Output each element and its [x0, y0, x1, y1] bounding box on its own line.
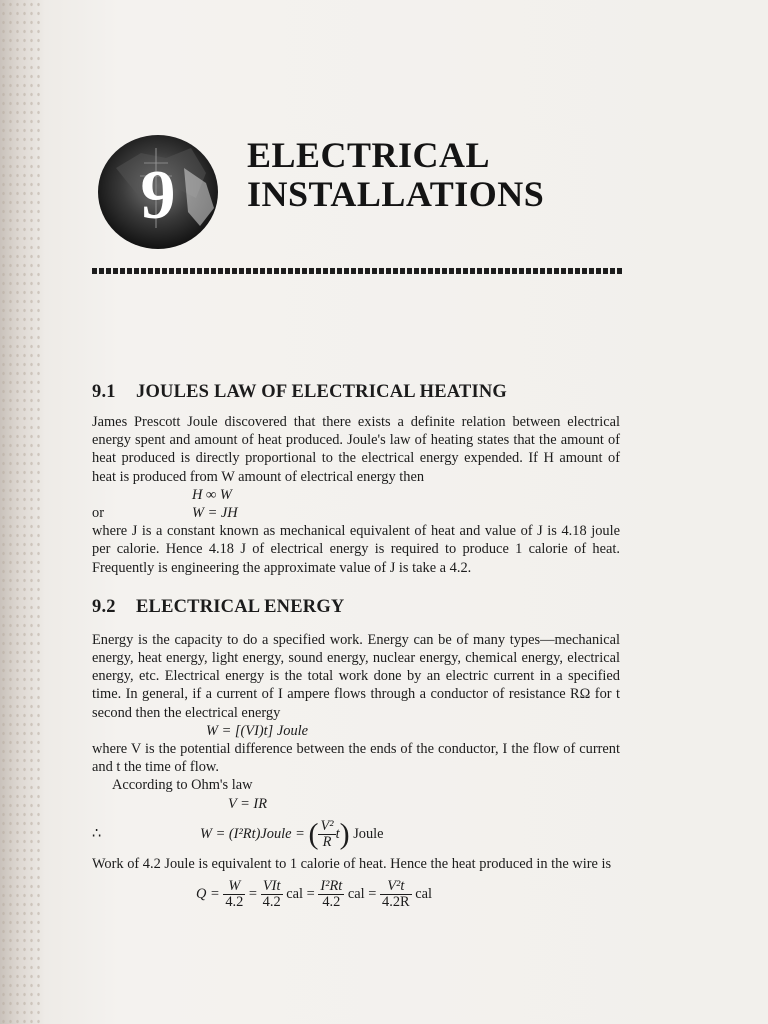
chapter-title-line2: INSTALLATIONS — [247, 174, 545, 214]
paragraph-joules-law: James Prescott Joule discovered that there exists a definite relation between electrical energy spent and amount of heat produced. Joule's law of heating states that the amount of heat produced is directly proportional to the electrical energy expended. If H amount of heat is produced from W amount of electrical energy then — [92, 414, 620, 485]
chapter-title-line1: ELECTRICAL — [247, 135, 491, 175]
equation-label: or — [92, 505, 104, 522]
section-number: 9.2 — [92, 596, 116, 617]
unit-joule: Joule — [353, 825, 384, 842]
paragraph-mechanical-equivalent: where J is a constant known as mechanical equivalent of heat and value of J is 4.18 joule per calorie. Hence 4.18 J of electrical energy is required to produce 1 calorie of heat. Frequently is engineering the approximate value of J is take a 4.2. — [92, 523, 620, 576]
dashed-divider — [92, 268, 622, 274]
section-title: JOULES LAW OF ELECTRICAL HEATING — [136, 382, 508, 402]
equation-proportional — [92, 486, 620, 504]
equation-energy-expanded: ∴ W = (I²Rt)Joule = ( $\frac{\text{V²}}{R}$ t) Joule — [92, 813, 620, 855]
section-title: ELECTRICAL ENERGY — [136, 596, 345, 617]
equation-ohms-law — [92, 795, 620, 813]
section-heading-9-2 — [92, 595, 620, 619]
chapter-title — [247, 136, 544, 214]
fraction: $\frac{W}{4.2}$ — [225, 878, 244, 911]
equation-text: W = [(VI)t] Joule — [206, 722, 309, 739]
right-paren: ) — [339, 817, 350, 851]
equation-energy — [92, 722, 620, 740]
section-number: 9.1 — [92, 382, 116, 402]
therefore-symbol: ∴ — [92, 825, 102, 842]
equation-text: V = IR — [228, 795, 268, 812]
equation-label: Q = — [196, 885, 220, 902]
fraction: $\frac{\text{VIt}}{4.2}$ — [262, 878, 281, 911]
paragraph-electrical-energy: Energy is the capacity to do a specified work. Energy can be of many types—mechanical energy, heat energy, light energy, sound energy, nuclear energy, chemical energy, electrical energy, etc. Electrical energy is the total work done by an electric current in a specified time. In general, if a current of I ampere flows through a conductor of resistance RΩ for t second then the electrical energy — [92, 631, 620, 721]
equation-heat: Q = $\frac{W}{4.2}$ = $\frac{\text{VIt}}{4.2}$ cal = $\frac{\text{I²Rt}}{4.2}$ cal = $\frac{\text{V²t}}{4.2R}$ cal — [196, 878, 433, 911]
paragraph-potential-difference: where V is the potential difference between the ends of the conductor, I the flow of current and t the time of flow. — [92, 741, 620, 776]
chapter-number: 9 — [140, 157, 176, 234]
book-spine-shadow — [0, 0, 40, 1024]
chapter-body — [92, 380, 620, 910]
fraction: $\frac{\text{V²t}}{4.2R}$ — [382, 878, 410, 911]
fraction: $\frac{\text{V²}}{R}$ — [320, 818, 334, 851]
paragraph-heat-produced: Work of 4.2 Joule is equivalent to 1 calorie of heat. Hence the heat produced in the wire is — [92, 855, 612, 872]
equation-text: H ∞ W — [192, 486, 232, 503]
chapter-number-badge — [96, 128, 222, 254]
fraction: $\frac{\text{I²Rt}}{4.2}$ — [320, 878, 343, 911]
equation-text: W = JH — [192, 505, 238, 522]
equation-text: W = (I²Rt)Joule = — [200, 825, 305, 842]
chapter-badge-icon — [96, 128, 222, 254]
ohms-law-text: According to Ohm's law — [112, 777, 253, 794]
equation-w-jh — [92, 504, 620, 522]
section-heading-9-1 — [92, 380, 620, 404]
left-paren: ( — [308, 817, 319, 851]
